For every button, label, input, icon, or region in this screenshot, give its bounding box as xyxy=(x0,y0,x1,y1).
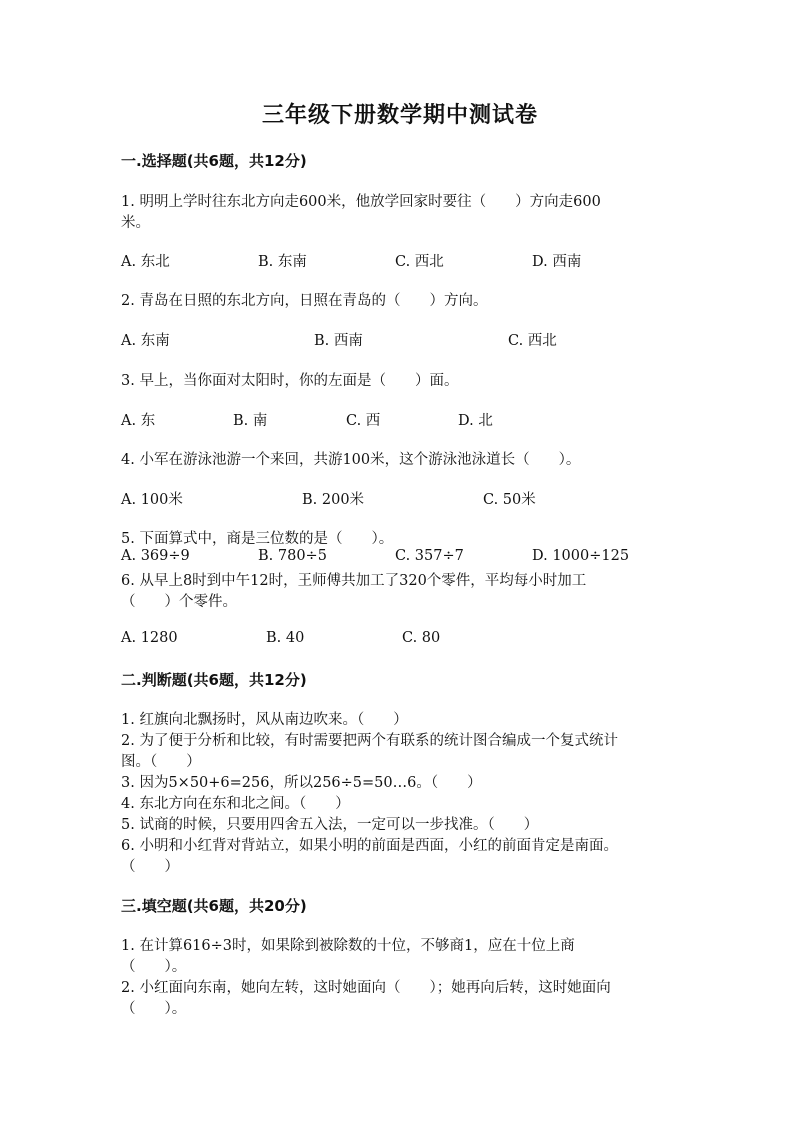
option-c: C. 西北 xyxy=(508,333,557,349)
option-d: D. 北 xyxy=(458,413,493,429)
option-b: B. 200米 xyxy=(302,492,365,508)
option-b: B. 西南 xyxy=(314,333,363,349)
statement-line: （ ） xyxy=(121,859,179,875)
section-heading-fill-blank: 三.填空题(共6题，共20分) xyxy=(121,897,307,915)
statement-line: 图。（ ） xyxy=(121,754,201,770)
fill-blank-line: 1. 在计算616÷3时，如果除到被除数的十位，不够商1，应在十位上商 xyxy=(121,938,575,954)
question-text: 1. 明明上学时往东北方向走600米，他放学回家时要往（ ）方向走600 xyxy=(121,194,601,210)
question-text: 6. 从早上8时到中午12时，王师傅共加工了320个零件，平均每小时加工 xyxy=(121,573,587,589)
option-c: C. 50米 xyxy=(483,492,536,508)
option-b: B. 40 xyxy=(266,630,305,646)
question-text: （ ）个零件。 xyxy=(121,594,237,610)
statement-line: 6. 小明和小红背对背站立，如果小明的前面是西面，小红的前面肯定是南面。 xyxy=(121,838,618,854)
fill-blank-line: 2. 小红面向东南，她向左转，这时她面向（ ）；她再向后转，这时她面向 xyxy=(121,980,611,996)
option-c: C. 357÷7 xyxy=(395,548,464,564)
fill-blank-line: （ ）。 xyxy=(121,1001,187,1017)
option-c: C. 西北 xyxy=(395,254,444,270)
option-a: A. 东南 xyxy=(121,333,170,349)
statement-line: 2. 为了便于分析和比较，有时需要把两个有联系的统计图合编成一个复式统计 xyxy=(121,733,618,749)
option-c: C. 西 xyxy=(346,413,381,429)
option-a: A. 369÷9 xyxy=(121,548,190,564)
option-d: D. 西南 xyxy=(532,254,582,270)
question-text: 3. 早上，当你面对太阳时，你的左面是（ ）面。 xyxy=(121,373,459,389)
option-d: D. 1000÷125 xyxy=(532,548,630,564)
option-a: A. 东北 xyxy=(121,254,170,270)
option-b: B. 780÷5 xyxy=(258,548,327,564)
section-heading-choice: 一.选择题(共6题，共12分) xyxy=(121,152,307,170)
statement-line: 1. 红旗向北飘扬时，风从南边吹来。（ ） xyxy=(121,712,408,728)
option-c: C. 80 xyxy=(402,630,441,646)
option-a: A. 1280 xyxy=(121,630,178,646)
option-b: B. 东南 xyxy=(258,254,307,270)
question-text: 米。 xyxy=(121,215,150,231)
question-text: 2. 青岛在日照的东北方向，日照在青岛的（ ）方向。 xyxy=(121,293,488,309)
option-a: A. 东 xyxy=(121,413,156,429)
statement-line: 4. 东北方向在东和北之间。（ ） xyxy=(121,796,350,812)
question-text: 4. 小军在游泳池游一个来回，共游100米，这个游泳池泳道长（ ）。 xyxy=(121,452,581,468)
question-text: 5. 下面算式中，商是三位数的是（ ）。 xyxy=(121,531,394,547)
fill-blank-line: （ ）。 xyxy=(121,959,187,975)
statement-line: 5. 试商的时候，只要用四舍五入法，一定可以一步找准。（ ） xyxy=(121,817,539,833)
option-b: B. 南 xyxy=(233,413,268,429)
page-title: 三年级下册数学期中测试卷 xyxy=(261,102,538,128)
section-heading-judgement: 二.判断题(共6题，共12分) xyxy=(121,671,307,689)
option-a: A. 100米 xyxy=(121,492,183,508)
statement-line: 3. 因为5×50+6=256，所以256÷5=50…6。（ ） xyxy=(121,775,482,791)
